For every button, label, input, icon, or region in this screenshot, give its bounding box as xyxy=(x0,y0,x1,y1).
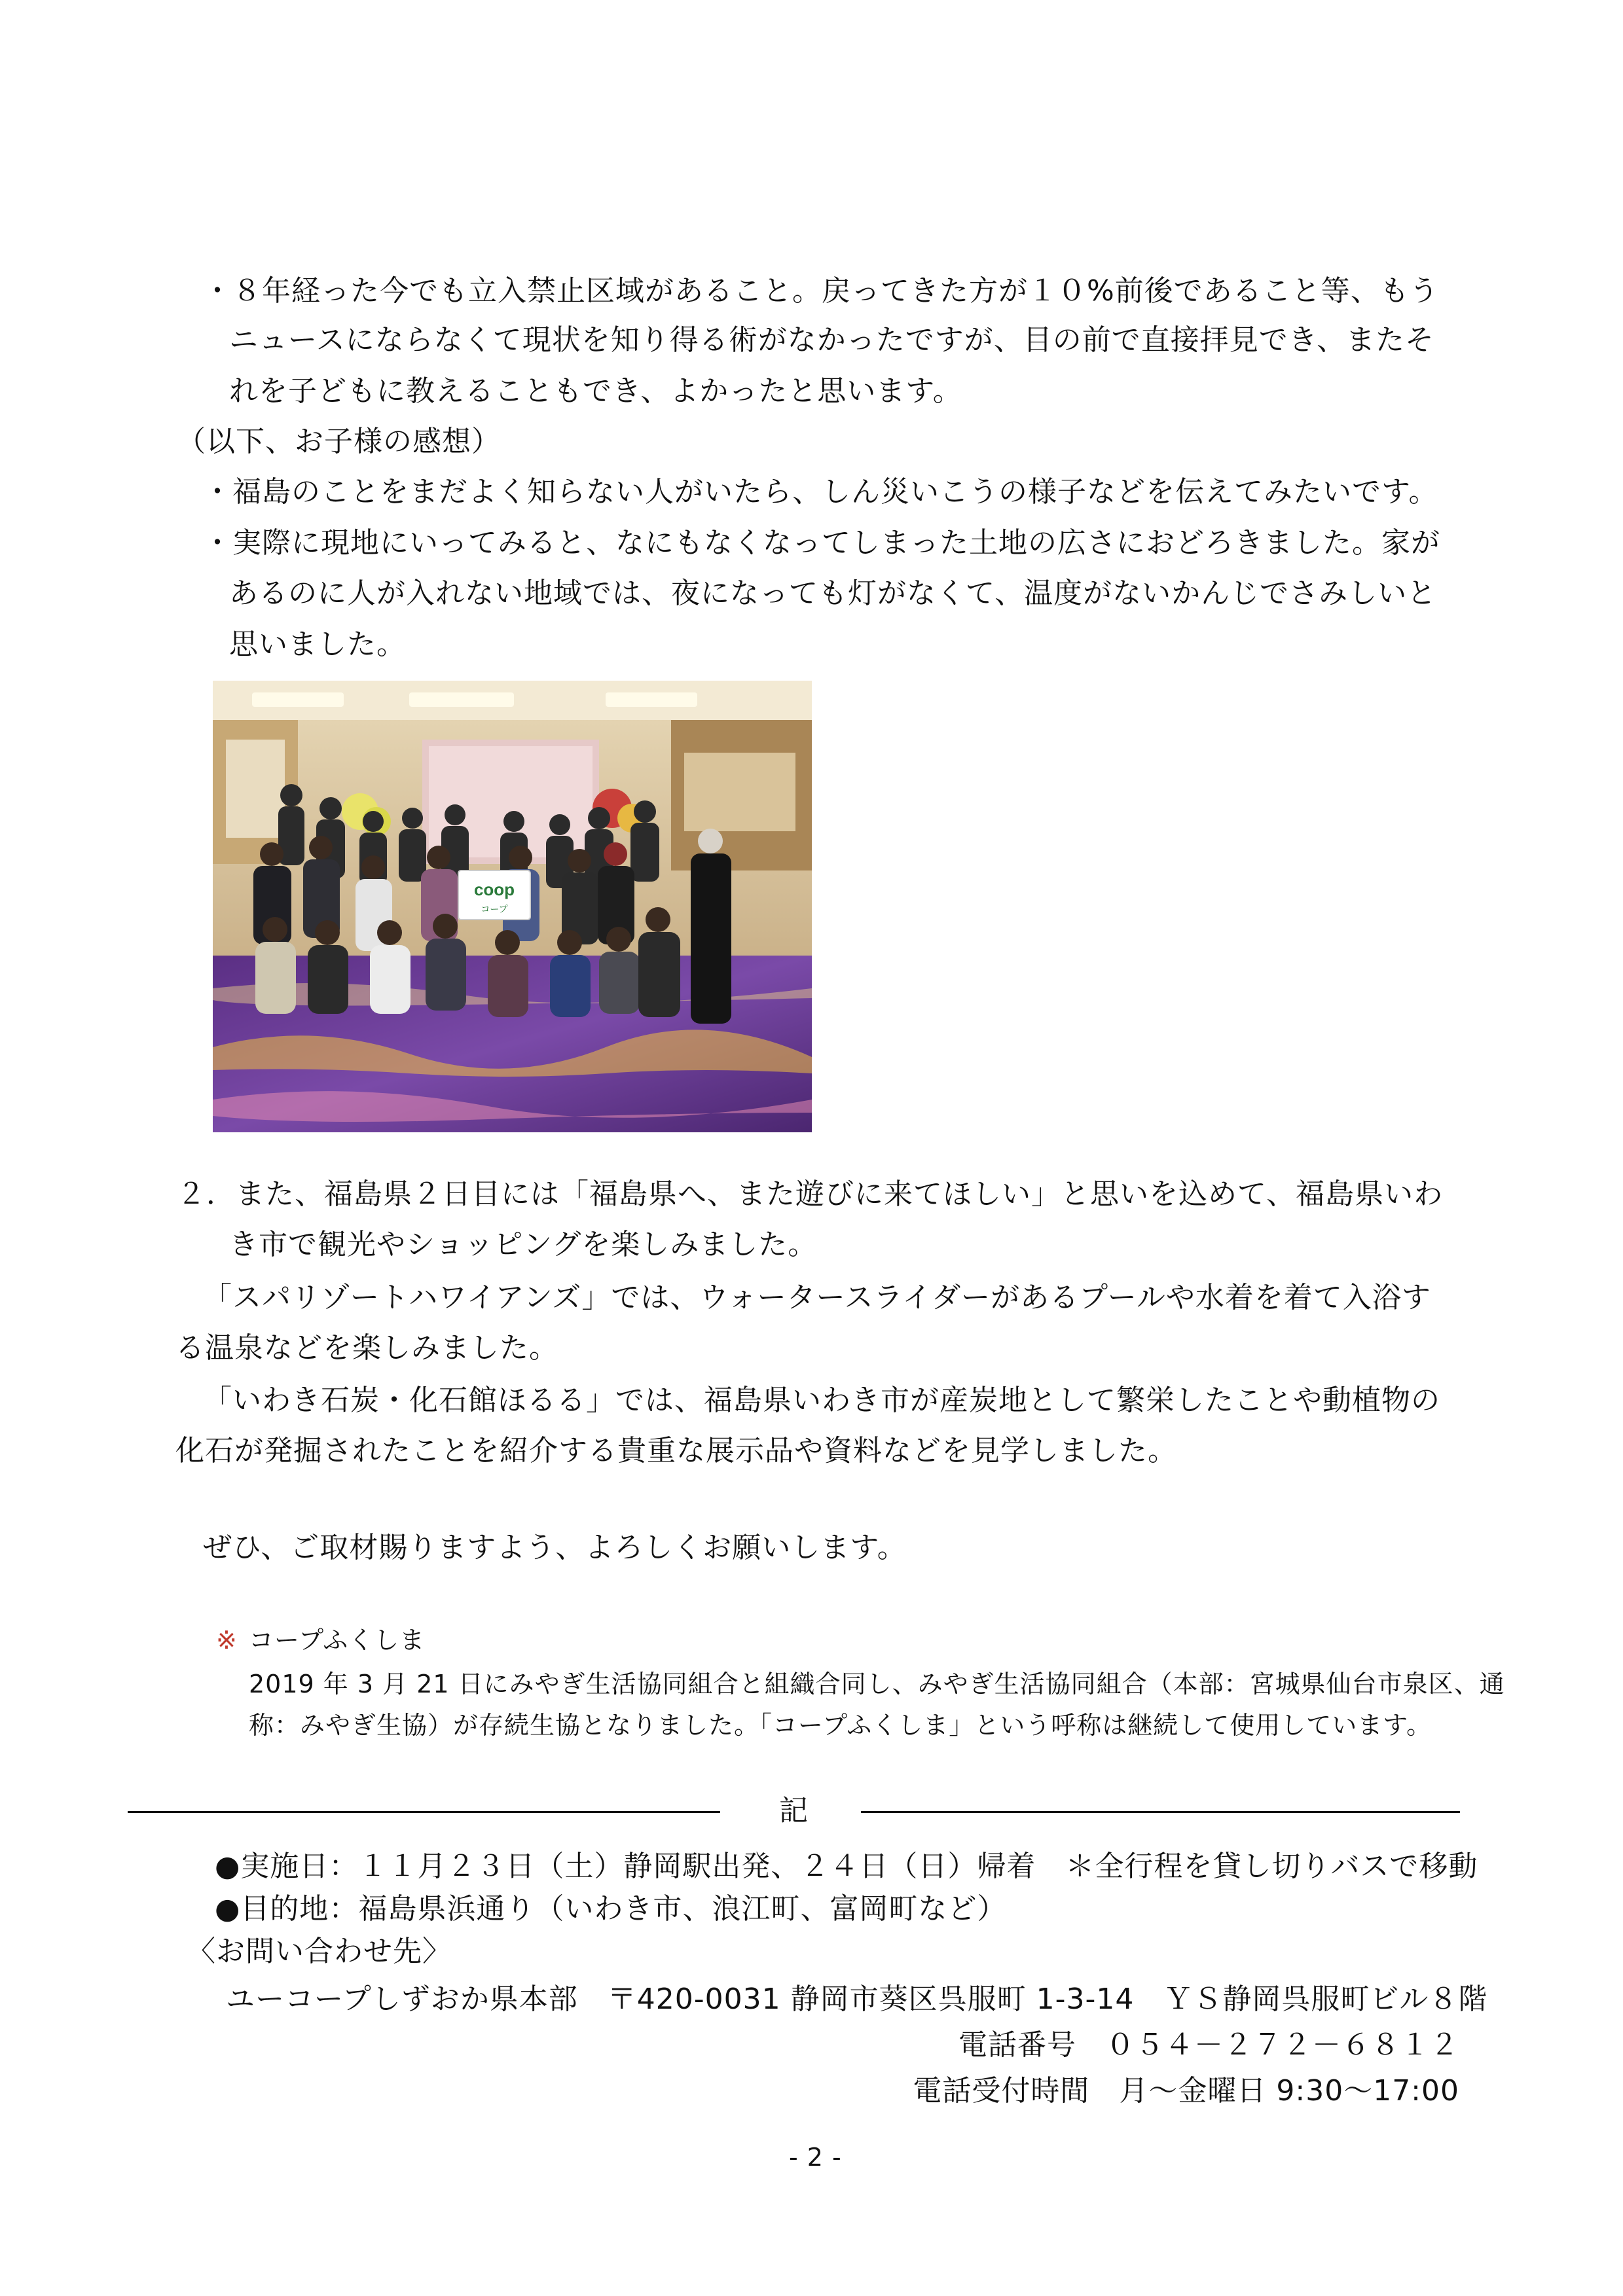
event-destination: ●目的地：福島県浜通り（いわき市、浪江町、富岡町など） xyxy=(215,1892,1007,1926)
section2-line-3: 「スパリゾートハワイアンズ」では、ウォータースライダーがあるプールや水着を着て入浴す xyxy=(203,1281,1431,1314)
child-impression-2-line-1: ・実際に現地にいってみると、なにもなくなってしまった土地の広さにおどろきました。家が xyxy=(203,526,1440,560)
child-impression-1: ・福島のことをまだよく知らない人がいたら、しん災いこうの様子などを伝えてみたいです。 xyxy=(203,475,1438,509)
impression-item-1-line-1: ・８年経った今でも立入禁止区域があること。戻ってきた方が１０%前後であること等、もう xyxy=(203,274,1439,308)
section2-line-4: る温泉などを楽しみました。 xyxy=(175,1331,558,1365)
child-impression-2-line-3: 思いました。 xyxy=(229,628,406,661)
note-line-1: 2019 年 3 月 21 日にみやぎ生活協同組合と組織合同し、みやぎ生活協同組合（本部：宮城県仙台市泉区、通 xyxy=(249,1670,1505,1698)
note-line-2: 称：みやぎ生協）が存続生協となりました。「コープふくしま」という呼称は継続して使用しています。 xyxy=(249,1711,1432,1740)
note-mark: ※ xyxy=(216,1626,238,1655)
contact-hours: 電話受付時間 月～金曜日 9:30～17:00 xyxy=(913,2074,1459,2108)
section2-line-1: ２．また、福島県２日目には「福島県へ、また遊びに来てほしい」と思いを込めて、福島県いわ xyxy=(177,1177,1444,1211)
contact-address: ユーコープしずおか県本部 〒420-0031 静岡市葵区呉服町 1-3-14 ＹＳ静岡呉服町ビル８階 xyxy=(226,1982,1488,2016)
section2-line-6: 化石が発掘されたことを紹介する貴重な展示品や資料などを見学しました。 xyxy=(175,1434,1177,1467)
event-date: ●実施日：１１月２３日（土）静岡駅出発、２４日（日）帰着 ＊全行程を貸し切りバスで移動 xyxy=(215,1850,1478,1883)
child-impression-2-line-2: あるのに人が入れない地域では、夜になっても灯がなくて、温度がないかんじでさみしいと xyxy=(229,577,1437,610)
section2-line-2: き市で観光やショッピングを楽しみました。 xyxy=(229,1228,818,1261)
impression-item-1-line-3: れを子どもに教えることもでき、よかったと思います。 xyxy=(229,374,962,408)
coop-banner-subtext: コープ xyxy=(481,905,508,915)
page-number: - 2 - xyxy=(789,2143,842,2172)
impression-item-1-line-2: ニュースにならなくて現状を知り得る術がなかったですが、目の前で直接拝見でき、またそ xyxy=(229,323,1435,357)
contact-phone: 電話番号 ０５４－２７２－６８１２ xyxy=(958,2028,1459,2062)
divider-right xyxy=(861,1811,1460,1813)
contact-heading: 〈お問い合わせ先〉 xyxy=(187,1935,452,1968)
section2-line-5: 「いわき石炭・化石館ほるる」では、福島県いわき市が産炭地として繁栄したことや動植物の xyxy=(203,1384,1440,1417)
group-photo xyxy=(213,681,812,1132)
children-heading: （以下、お子様の感想） xyxy=(177,425,501,458)
note-title: コープふくしま xyxy=(249,1626,426,1655)
ki-heading: 記 xyxy=(779,1794,809,1827)
coop-banner-logo: coop xyxy=(473,880,515,899)
divider-left xyxy=(128,1811,720,1813)
coverage-request: ぜひ、ご取材賜りますよう、よろしくお願いします。 xyxy=(203,1531,907,1564)
